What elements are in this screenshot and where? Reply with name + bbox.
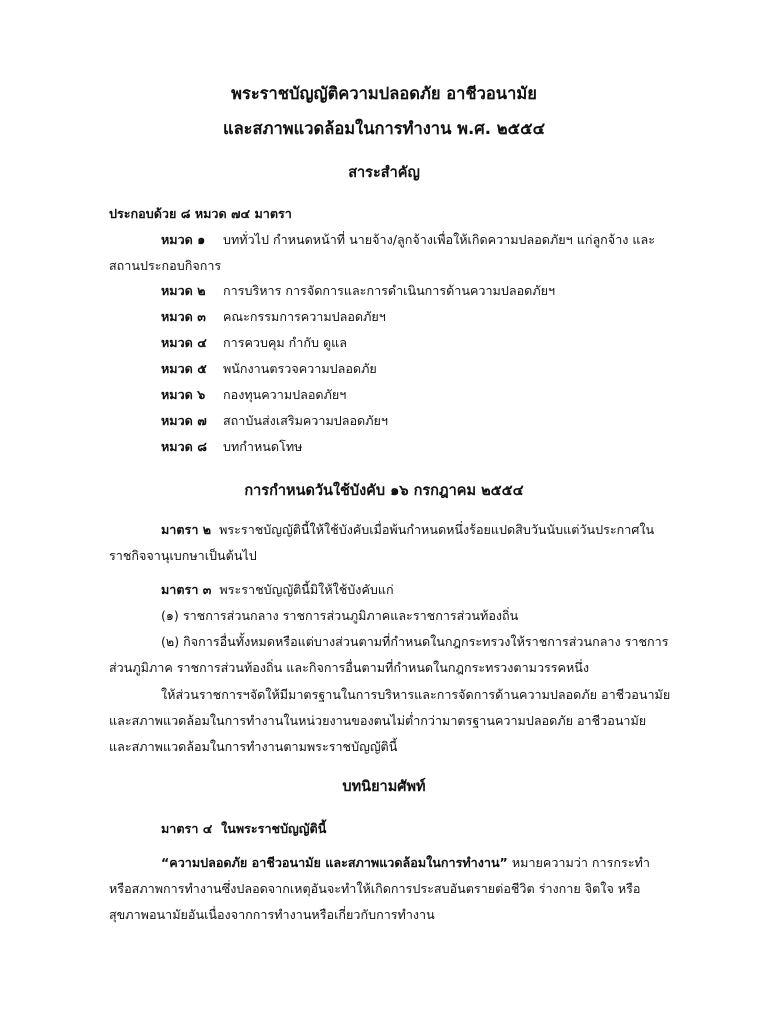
chapter-text: การควบคุม กำกับ ดูแล	[223, 335, 348, 350]
definition-text: หมายความว่า การกระทำ	[511, 855, 650, 870]
section-3-paragraph-line-2: และสภาพแวดล้อมในการทำงานในหน่วยงานของตนไม่ต่ำกว่ามาตรฐานความปลอดภัย อาชีวอนามัย	[109, 713, 647, 728]
defined-term: “ความปลอดภัย อาชีวอนามัย และสภาพแวดล้อมในการทำงาน”	[161, 855, 508, 870]
chapter-2	[161, 281, 555, 301]
section-label: มาตรา ๔	[161, 821, 213, 836]
chapter-3	[161, 307, 386, 327]
section-4-definition-line-2: หรือสภาพการทำงานซึ่งปลอดจากเหตุอันจะทำให้เกิดการประสบอันตรายต่อชีวิต ร่างกาย จิตใจ หรือ	[109, 881, 641, 896]
title-line-1: พระราชบัญญัติความปลอดภัย อาชีวอนามัย	[231, 84, 537, 103]
section-3-paragraph-line-1: ให้ส่วนราชการฯจัดให้มีมาตรฐานในการบริหารและการจัดการด้านความปลอดภัย อาชีวอนามัย	[161, 687, 671, 702]
chapter-text: บทกำหนดโทษ	[223, 439, 303, 454]
chapter-text: พนักงานตรวจความปลอดภัย	[223, 361, 377, 376]
section-3-line	[161, 580, 394, 600]
chapter-number: หมวด ๘	[161, 439, 207, 454]
chapter-number: หมวด ๗	[161, 413, 207, 428]
section-3-item-2-line-2: ส่วนภูมิภาค ราชการส่วนท้องถิ่น และกิจการอื่นตามที่กำหนดในกฎกระทรวงตามวรรคหนึ่ง	[109, 660, 590, 675]
definitions-heading: บทนิยามศัพท์	[342, 779, 426, 795]
chapter-number: หมวด ๒	[161, 283, 206, 298]
section-4-definition-line-3: สุขภาพอนามัยอันเนื่องจากการทำงานหรือเกี่ยวกับการทำงาน	[109, 907, 435, 922]
chapter-6	[161, 385, 346, 405]
section-label: มาตรา ๓	[161, 582, 212, 597]
chapter-number: หมวด ๕	[161, 361, 207, 376]
section-text: พระราชบัญญัตินี้มิให้ใช้บังคับแก่	[219, 582, 394, 597]
chapter-number: หมวด ๖	[161, 387, 206, 402]
chapter-text: การบริหาร การจัดการและการดำเนินการด้านความปลอดภัยฯ	[223, 283, 556, 298]
effective-date-heading: การกำหนดวันใช้บังคับ ๑๖ กรกฎาคม ๒๕๕๔	[244, 483, 524, 499]
chapter-text: กองทุนความปลอดภัยฯ	[223, 387, 347, 402]
chapter-4	[161, 333, 347, 353]
chapter-1-continued: สถานประกอบกิจการ	[109, 258, 222, 273]
chapter-text: บททั่วไป กำหนดหน้าที่ นายจ้าง/ลูกจ้างเพื่อให้เกิดความปลอดภัยฯ แก่ลูกจ้าง และ	[223, 232, 656, 247]
section-3-item-1: (๑) ราชการส่วนกลาง ราชการส่วนภูมิภาคและราชการส่วนท้องถิ่น	[161, 608, 519, 623]
chapter-5	[161, 359, 377, 379]
section-text: พระราชบัญญัตินี้ให้ใช้บังคับเมื่อพ้นกำหนดหนึ่งร้อยแปดสิบวันนับแต่วันประกาศใน	[219, 522, 655, 537]
chapter-number: หมวด ๑	[161, 232, 206, 247]
title-line-2: และสภาพแวดล้อมในการทำงาน พ.ศ. ๒๕๕๔	[222, 119, 546, 138]
chapter-8	[161, 437, 302, 457]
section-2-line-1	[161, 520, 654, 540]
chapter-number: หมวด ๓	[161, 309, 206, 324]
composition-text: ประกอบด้วย ๘ หมวด ๗๔ มาตรา	[109, 206, 292, 221]
chapter-7	[161, 411, 388, 431]
chapter-text: คณะกรรมการความปลอดภัยฯ	[223, 309, 386, 324]
section-2-line-2: ราชกิจจานุเบกษาเป็นต้นไป	[109, 548, 257, 563]
chapter-1	[161, 230, 655, 250]
section-label: มาตรา ๒	[161, 522, 212, 537]
section-text: ในพระราชบัญญัตินี้	[221, 821, 327, 836]
summary-heading: สาระสำคัญ	[348, 165, 420, 181]
chapter-text: สถาบันส่งเสริมความปลอดภัยฯ	[223, 413, 388, 428]
chapter-number: หมวด ๔	[161, 335, 207, 350]
section-4-definition-line-1	[161, 853, 650, 873]
section-3-paragraph-line-3: และสภาพแวดล้อมในการทำงานตามพระราชบัญญัตินี้	[109, 739, 398, 754]
section-3-item-2-line-1: (๒) กิจการอื่นทั้งหมดหรือแต่บางส่วนตามที่กำหนดในกฎกระทรวงให้ราชการส่วนกลาง ราชการ	[161, 634, 669, 649]
section-4-line	[161, 819, 326, 839]
